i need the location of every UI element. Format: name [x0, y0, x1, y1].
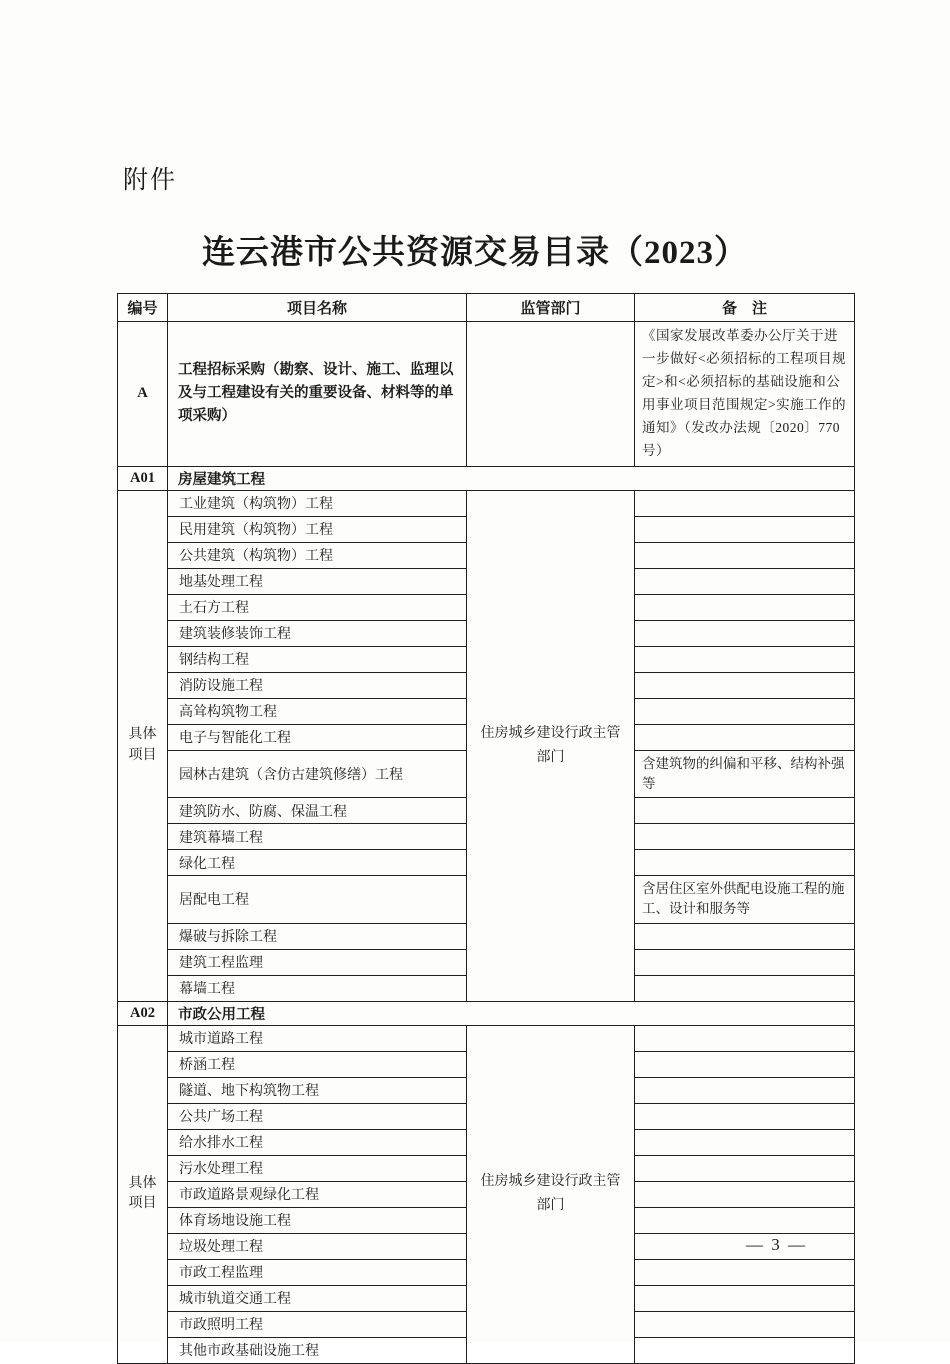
project-name-cell: 给水排水工程 — [168, 1129, 467, 1155]
remark-cell: 含建筑物的纠偏和平移、结构补强等 — [635, 750, 855, 798]
remark-cell: 含居住区室外供配电设施工程的施工、设计和服务等 — [635, 876, 855, 924]
project-name-cell: 市政工程监理 — [168, 1259, 467, 1285]
project-name-cell: 隧道、地下构筑物工程 — [168, 1077, 467, 1103]
project-name-cell: 城市道路工程 — [168, 1025, 467, 1051]
project-name-cell: 城市轨道交通工程 — [168, 1285, 467, 1311]
table-row — [118, 466, 855, 490]
remark-cell — [635, 1051, 855, 1077]
code-cell: A — [118, 322, 168, 467]
project-name-cell: 污水处理工程 — [168, 1155, 467, 1181]
remark-cell — [635, 672, 855, 698]
section-name-cell: 房屋建筑工程 — [168, 466, 855, 490]
remark-cell — [635, 1077, 855, 1103]
row-label-cell — [118, 1025, 168, 1363]
project-name-cell: 垃圾处理工程 — [168, 1233, 467, 1259]
remark-cell — [635, 798, 855, 824]
table-row — [118, 322, 855, 467]
project-name-cell: 绿化工程 — [168, 850, 467, 876]
section-name-cell: 市政公用工程 — [168, 1001, 855, 1025]
project-name-cell: 其他市政基础设施工程 — [168, 1337, 467, 1363]
project-name-cell: 民用建筑（构筑物）工程 — [168, 516, 467, 542]
table-row — [118, 1001, 855, 1025]
remark-cell — [635, 724, 855, 750]
remark-cell — [635, 850, 855, 876]
page-number: — 3 — — [746, 1235, 807, 1254]
project-name-cell: 公共建筑（构筑物）工程 — [168, 542, 467, 568]
remark-cell — [635, 824, 855, 850]
remark-cell — [635, 1337, 855, 1363]
remark-cell: 《国家发展改革委办公厅关于进一步做好<必须招标的工程项目规定>和<必须招标的基础设施和公用事业项目范围规定>实施工作的通知》（发改办法规〔2020〕770 号） — [635, 322, 855, 467]
project-name-cell: 市政照明工程 — [168, 1311, 467, 1337]
remark-cell — [635, 698, 855, 724]
code-cell: A02 — [118, 1001, 168, 1025]
project-name-cell: 土石方工程 — [168, 594, 467, 620]
page-title: 连云港市公共资源交易目录（2023） — [202, 235, 748, 271]
project-name-cell: 幕墙工程 — [168, 975, 467, 1001]
project-name-cell: 钢结构工程 — [168, 646, 467, 672]
project-name-cell: 爆破与拆除工程 — [168, 923, 467, 949]
header-remark: 备 注 — [635, 294, 855, 322]
remark-cell — [635, 1181, 855, 1207]
project-name-cell: 电子与智能化工程 — [168, 724, 467, 750]
table-row — [118, 1025, 855, 1051]
attachment-label: 附件 — [123, 167, 178, 194]
project-name-cell: 建筑防水、防腐、保温工程 — [168, 798, 467, 824]
row-label-cell — [118, 490, 168, 1001]
project-name-cell: 地基处理工程 — [168, 568, 467, 594]
project-name-cell: 高耸构筑物工程 — [168, 698, 467, 724]
remark-cell — [635, 542, 855, 568]
header-project-name: 项目名称 — [168, 294, 467, 322]
row-label: 具体项目 — [128, 1175, 157, 1212]
project-name-cell: 工程招标采购（勘察、设计、施工、监理以及与工程建设有关的重要设备、材料等的单项采购） — [168, 322, 467, 467]
remark-cell — [635, 516, 855, 542]
supervisor-cell: 住房城乡建设行政主管部门 — [467, 1025, 635, 1363]
project-name-cell: 工业建筑（构筑物）工程 — [168, 490, 467, 516]
project-name-cell: 居配电工程 — [168, 876, 467, 924]
remark-cell — [635, 620, 855, 646]
code-cell: A01 — [118, 466, 168, 490]
remark-cell — [635, 1103, 855, 1129]
remark-cell — [635, 1233, 855, 1259]
header-code: 编号 — [118, 294, 168, 322]
project-name-cell: 消防设施工程 — [168, 672, 467, 698]
project-name-cell: 建筑幕墙工程 — [168, 824, 467, 850]
remark-cell — [635, 975, 855, 1001]
remark-cell — [635, 1311, 855, 1337]
supervisor-cell — [467, 322, 635, 467]
remark-cell — [635, 646, 855, 672]
supervisor-cell: 住房城乡建设行政主管部门 — [467, 490, 635, 1001]
remark-cell — [635, 1259, 855, 1285]
remark-cell — [635, 594, 855, 620]
remark-cell — [635, 490, 855, 516]
project-name-cell: 建筑装修装饰工程 — [168, 620, 467, 646]
remark-cell — [635, 1129, 855, 1155]
header-supervisor: 监管部门 — [467, 294, 635, 322]
project-name-cell: 市政道路景观绿化工程 — [168, 1181, 467, 1207]
project-name-cell: 建筑工程监理 — [168, 949, 467, 975]
remark-cell — [635, 568, 855, 594]
remark-cell — [635, 923, 855, 949]
table-row — [118, 490, 855, 516]
remark-cell — [635, 1155, 855, 1181]
row-label: 具体项目 — [128, 727, 157, 763]
project-name-cell: 公共广场工程 — [168, 1103, 467, 1129]
project-name-cell: 桥涵工程 — [168, 1051, 467, 1077]
header-row — [118, 294, 855, 322]
project-name-cell: 体育场地设施工程 — [168, 1207, 467, 1233]
remark-cell — [635, 949, 855, 975]
remark-cell — [635, 1207, 855, 1233]
remark-cell — [635, 1285, 855, 1311]
catalog-table — [117, 293, 855, 1364]
table-header — [118, 294, 855, 322]
project-name-cell: 园林古建筑（含仿古建筑修缮）工程 — [168, 750, 467, 798]
remark-cell — [635, 1025, 855, 1051]
table-body — [118, 322, 855, 1364]
